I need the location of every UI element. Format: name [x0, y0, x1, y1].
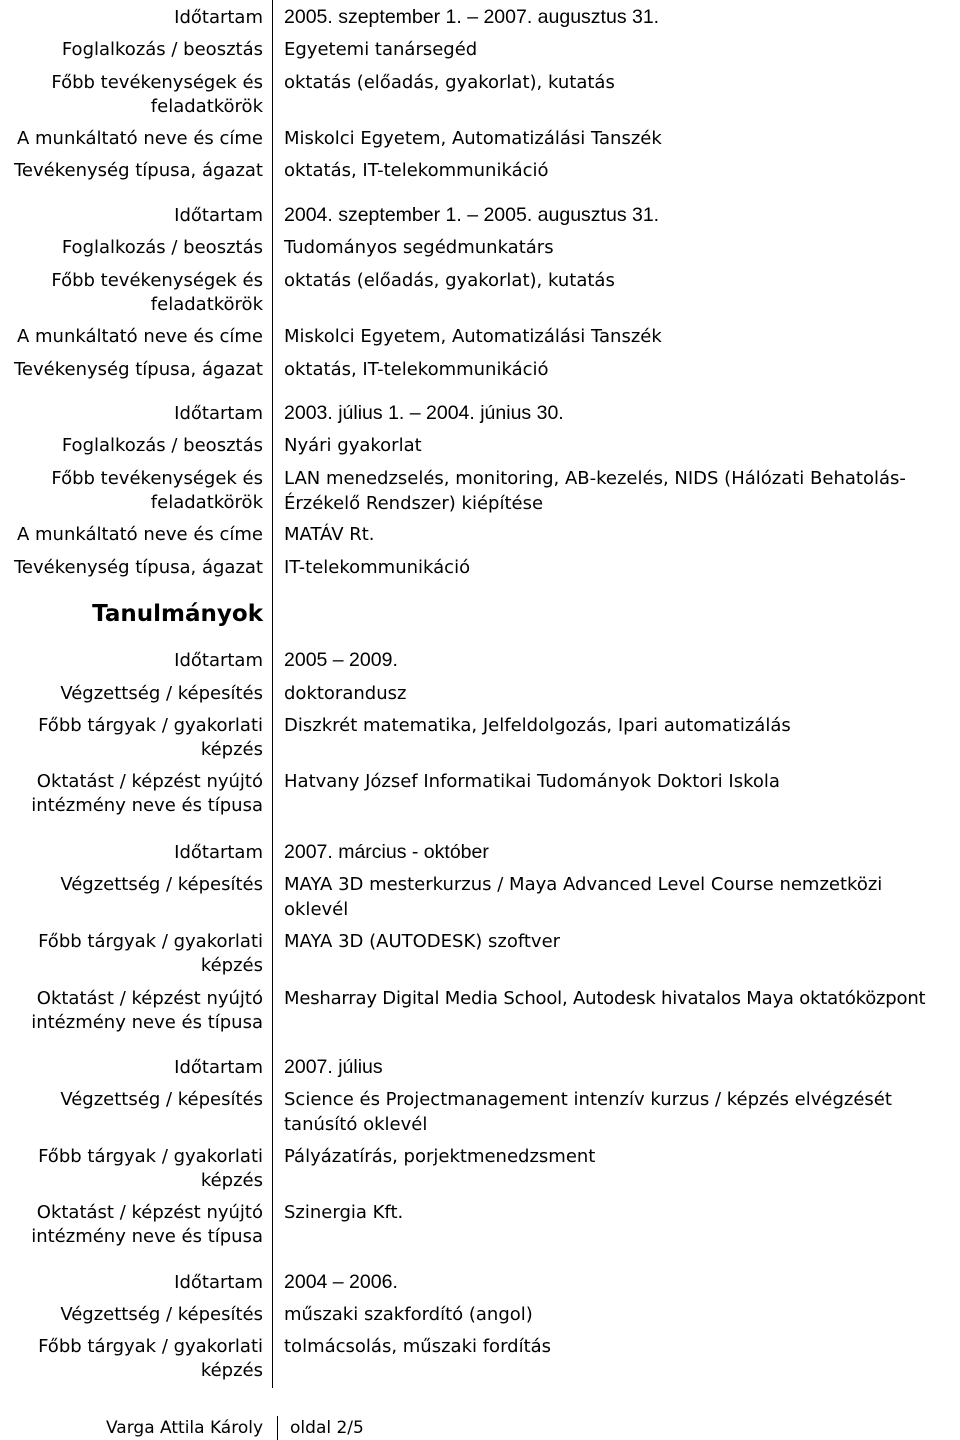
edu-3-period: 2007. július	[284, 1056, 383, 1078]
edu-3-period-label: Időtartam	[174, 1057, 263, 1078]
work-2-sector-label: Tevékenység típusa, ágazat	[13, 359, 263, 380]
footer-separator	[277, 1416, 278, 1440]
edu-2-subjects-label-1: Főbb tárgyak / gyakorlati	[38, 931, 263, 952]
edu-3-subjects-label-2: képzés	[200, 1170, 263, 1191]
work-2-employer: Miskolci Egyetem, Automatizálási Tanszék	[284, 326, 662, 347]
work-2-activities-label-1: Főbb tevékenységek és	[51, 270, 263, 291]
work-3-employer-label: A munkáltató neve és címe	[16, 524, 263, 545]
edu-2-institution-label-2: intézmény neve és típusa	[31, 1012, 263, 1033]
work-1-sector-label: Tevékenység típusa, ágazat	[13, 160, 263, 181]
edu-1-period-label: Időtartam	[174, 650, 263, 671]
work-2-position-label: Foglalkozás / beosztás	[61, 237, 263, 258]
edu-4-subjects-label-1: Főbb tárgyak / gyakorlati	[38, 1336, 263, 1357]
edu-2-period: 2007. március - október	[284, 841, 489, 863]
edu-1-qualification: doktorandusz	[284, 683, 407, 704]
work-2-employer-label: A munkáltató neve és címe	[16, 326, 263, 347]
work-1-period: 2005. szeptember 1. – 2007. augusztus 31.	[284, 6, 660, 28]
work-1-employer: Miskolci Egyetem, Automatizálási Tanszék	[284, 128, 662, 149]
edu-4-subjects-label-2: képzés	[200, 1360, 263, 1381]
edu-3-subjects: Pályázatírás, porjektmenedzsment	[284, 1146, 596, 1167]
work-1-position-label: Foglalkozás / beosztás	[61, 39, 263, 60]
edu-4-period-label: Időtartam	[174, 1272, 263, 1293]
work-1-position: Egyetemi tanársegéd	[284, 39, 478, 60]
edu-2-subjects-label-2: képzés	[200, 955, 263, 976]
edu-2-qualification-label: Végzettség / képesítés	[60, 874, 263, 895]
work-2-period-label: Időtartam	[174, 205, 263, 226]
edu-1-period: 2005 – 2009.	[284, 649, 398, 671]
footer-page-number: oldal 2/5	[290, 1418, 364, 1438]
work-3-activities: LAN menedzselés, monitoring, AB-kezelés, NIDS (Hálózati Behatolás-Érzékelő Rendszer) kiépítése	[284, 468, 906, 514]
work-1-employer-label: A munkáltató neve és címe	[16, 128, 263, 149]
page-footer	[106, 1416, 364, 1440]
work-1-activities-label-2: feladatkörök	[150, 96, 263, 117]
work-2-period: 2004. szeptember 1. – 2005. augusztus 31.	[284, 204, 660, 226]
edu-2-period-label: Időtartam	[174, 842, 263, 863]
work-2-activities-label-2: feladatkörök	[150, 294, 263, 315]
work-3-activities-label-2: feladatkörök	[150, 492, 263, 513]
work-2-sector: oktatás, IT-telekommunikáció	[284, 359, 549, 380]
work-3-employer: MATÁV Rt.	[284, 524, 375, 545]
work-3-sector-label: Tevékenység típusa, ágazat	[13, 557, 263, 578]
edu-3-qualification-label: Végzettség / képesítés	[60, 1089, 263, 1110]
edu-1-subjects: Diszkrét matematika, Jelfeldolgozás, Ipari automatizálás	[284, 715, 791, 736]
column-divider	[272, 0, 273, 1388]
edu-1-institution-label-1: Oktatást / képzést nyújtó	[36, 771, 263, 792]
work-1-period-label: Időtartam	[174, 7, 263, 28]
edu-1-institution-label-2: intézmény neve és típusa	[31, 795, 263, 816]
edu-3-institution: Szinergia Kft.	[284, 1202, 404, 1223]
footer-name: Varga Attila Károly	[106, 1418, 264, 1438]
edu-4-qualification-label: Végzettség / képesítés	[60, 1304, 263, 1325]
work-2-activities: oktatás (előadás, gyakorlat), kutatás	[284, 270, 615, 291]
edu-3-subjects-label-1: Főbb tárgyak / gyakorlati	[38, 1146, 263, 1167]
education-heading: Tanulmányok	[92, 601, 263, 627]
work-1-activities-label-1: Főbb tevékenységek és	[51, 72, 263, 93]
work-3-position-label: Foglalkozás / beosztás	[61, 435, 263, 456]
edu-1-subjects-label-1: Főbb tárgyak / gyakorlati	[38, 715, 263, 736]
work-1-sector: oktatás, IT-telekommunikáció	[284, 160, 549, 181]
edu-4-subjects: tolmácsolás, műszaki fordítás	[284, 1336, 552, 1357]
work-3-period: 2003. július 1. – 2004. június 30.	[284, 402, 564, 424]
edu-3-institution-label-2: intézmény neve és típusa	[31, 1226, 263, 1247]
work-3-position: Nyári gyakorlat	[284, 435, 422, 456]
edu-2-institution: Mesharray Digital Media School, Autodesk hivatalos Maya oktatóközpont	[284, 988, 926, 1009]
work-3-activities-label-1: Főbb tevékenységek és	[51, 468, 263, 489]
work-3-period-label: Időtartam	[174, 403, 263, 424]
edu-3-qualification: Science és Projectmanagement intenzív kurzus / képzés elvégzését tanúsító oklevél	[284, 1089, 892, 1135]
edu-3-institution-label-1: Oktatást / képzést nyújtó	[36, 1202, 263, 1223]
edu-2-qualification: MAYA 3D mesterkurzus / Maya Advanced Level Course nemzetközi oklevél	[284, 874, 883, 920]
edu-4-period: 2004 – 2006.	[284, 1271, 398, 1293]
edu-4-qualification: műszaki szakfordító (angol)	[284, 1304, 533, 1325]
work-1-activities: oktatás (előadás, gyakorlat), kutatás	[284, 72, 615, 93]
edu-2-subjects: MAYA 3D (AUTODESK) szoftver	[284, 931, 561, 952]
work-2-position: Tudományos segédmunkatárs	[284, 237, 554, 258]
edu-2-institution-label-1: Oktatást / képzést nyújtó	[36, 988, 263, 1009]
edu-1-qualification-label: Végzettség / képesítés	[60, 683, 263, 704]
edu-1-subjects-label-2: képzés	[200, 739, 263, 760]
edu-1-institution: Hatvany József Informatikai Tudományok Doktori Iskola	[284, 771, 780, 792]
work-3-sector: IT-telekommunikáció	[284, 557, 471, 578]
